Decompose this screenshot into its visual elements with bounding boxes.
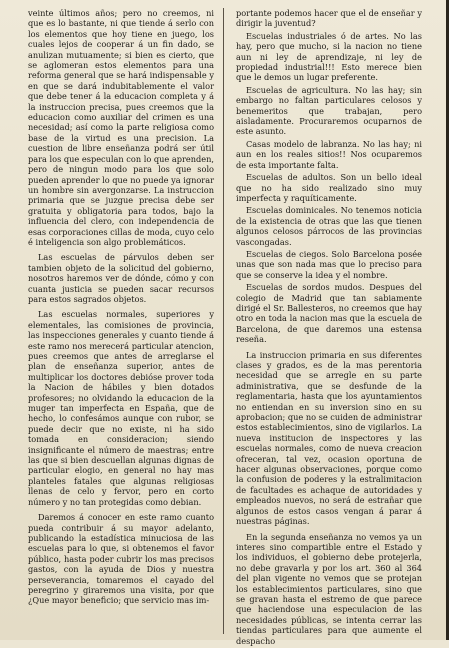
paragraph: Las escuelas de párvulos deben ser tambien objeto de la solicitud del gobierno, nosotros haremos ver de dónde, cómo y con cuanta justicia se pueden sacar recursos para estos sagrados objetos. (28, 252, 214, 304)
paragraph: Escuelas industriales ó de artes. No las hay, pero que mucho, si la nacion no tiene aun ni ley de aprendizaje, ni ley de propiedad industrial!!! Esto merece bien que le demos un lugar preferente. (236, 30, 422, 83)
right-column (236, 8, 422, 648)
paragraph: Casas modelo de labranza. No las hay; ni aun en los reales sitios!! Nos ocuparemos de esta importante falta. (236, 138, 422, 170)
left-column (28, 8, 214, 608)
paragraph: veinte últimos años; pero no creemos, ni que es lo bastante, ni que tiende á serlo con los elementos que hoy tiene en juego, los cuales lejos de cooperar á un fin dado, se anulizan mutuamente; si bien es cierto, que se aglomeran estos elementos para una reforma general que se hará indispensable y en que se dará indubitablemente el valor que debe tener á la educacion completa y á la instruccion precisa, pues creemos que la educacion como auxiliar del crimen es una necesidad; así como la parte religiosa como base de la virtud es una precision. La cuestion de libre enseñanza podrá ser útil para los que especulan con lo que aprenden, pero de ningun modo para los que solo pueden aprender lo que no puede ya ignorar un hombre sin avergonzarse. La instruccion primaria que se juzgue precisa debe ser gratuita y obligatoria para todos, bajo la influencia del clero, con independencia de esas corporaciones cillas de moda, cuyo celo é inteligencia son algo problemáticos. (28, 8, 215, 247)
paragraph: Las escuelas normales, superiores y elementales, las comisiones de provincia, las inspecciones generales y cuanto tiende á este ramo nos merecerá particular atencion, pues creemos que antes de arreglarse el plan de enseñanza superior, antes de multiplicar los doctores debióse prover toda la Nacion de hábiles y bien dotados profesores; no olvidando la educacion de la muger tan imperfecta en España, que de hecho, lo confesámos aunque con rubor, se puede decir que no existe, ni ha sido tomada en consideracion; siendo insignificante el número de maestras; entre las que si bien descuellan algunas dignas de particular elogio, en general no hay mas planteles fatales que algunas religiosas llenas de celo y fervor, pero en corto número y no tan protegidas como debian. (28, 309, 214, 507)
paragraph: La instruccion primaria en sus diferentes clases y grados, es de la mas perentoria necesidad que se arregle en su parte administrativa, que se desfunde de la reglamentaria, hasta que los ayuntamientos no entiendan en su inversion sino en su aprobacion; que no se cuiden de administrar estos establecimientos, sino de vigilarlos. La nueva institucion de inspectores y las escuelas normales, como de nueva creacion ofreceran, tal vez, ocasion oportuna de hacer algunas observaciones, porque como la confusion de poderes y la estralimitacion de facultades es achaque de autoridades y empleados nuevos, no será de estrañar que algunos de estos casos vengan á parar á nuestras páginas. (236, 349, 422, 527)
paragraph: portante podemos hacer que el de enseñar y dirigir la juventud? (236, 8, 422, 29)
paragraph: Escuelas de adultos. Son un bello ideal que no ha sido realizado sino muy imperfecta y raquíticamente. (236, 172, 422, 203)
paragraph: Daremos á conocer en este ramo cuanto pueda contribuir á su mayor adelanto, publicando la estadística minuciosa de las escuelas para lo que, si obtenemos el favor público, hasta poder cubrir los mas precisos gastos, con la ayuda de Dios y nuestra perseverancia, tomaremos el cayado del peregrino y giraremos una visita, por que ¿Que mayor beneficio; que servicio mas im- (28, 512, 214, 606)
paragraph: Escuelas de ciegos. Solo Barcelona posée unas que son nada mas que lo preciso para que se conserve la idea y el nombre. (236, 248, 422, 280)
column-divider (223, 8, 224, 634)
paragraph: En la segunda enseñanza no vemos ya un interes sino compartible entre el Estado y los individuos, el gobierno debe protejerla, no debe gravarla y por los art. 360 al 364 del plan vigente no vemos que se protejan los establecimientos particulares, sino que se gravan hasta el estremo de que parece que haciendose una especulacion de las necesidades públicas, se intenta cerrar las tiendas particulares para que aumente el despacho (236, 531, 422, 646)
paragraph: Escuelas dominicales. No tenemos noticia de la existencia de otras que las que tienen algunos celosos párrocos de las provincias vascongadas. (236, 205, 422, 247)
paragraph: Escuelas de agricultura. No las hay; sin embargo no faltan particulares celosos y benemeritos que trabajan, pero aisladamente. Procuraremos ocuparnos de este asunto. (236, 84, 422, 137)
paragraph: Escuelas de sordos mudos. Despues del colegio de Madrid que tan sabiamente dirigé el Sr. Ballesteros, no creemos que hay otro en toda la nacion mas que la escuela de Barcelona, de que daremos una estensa reseña. (236, 282, 422, 345)
